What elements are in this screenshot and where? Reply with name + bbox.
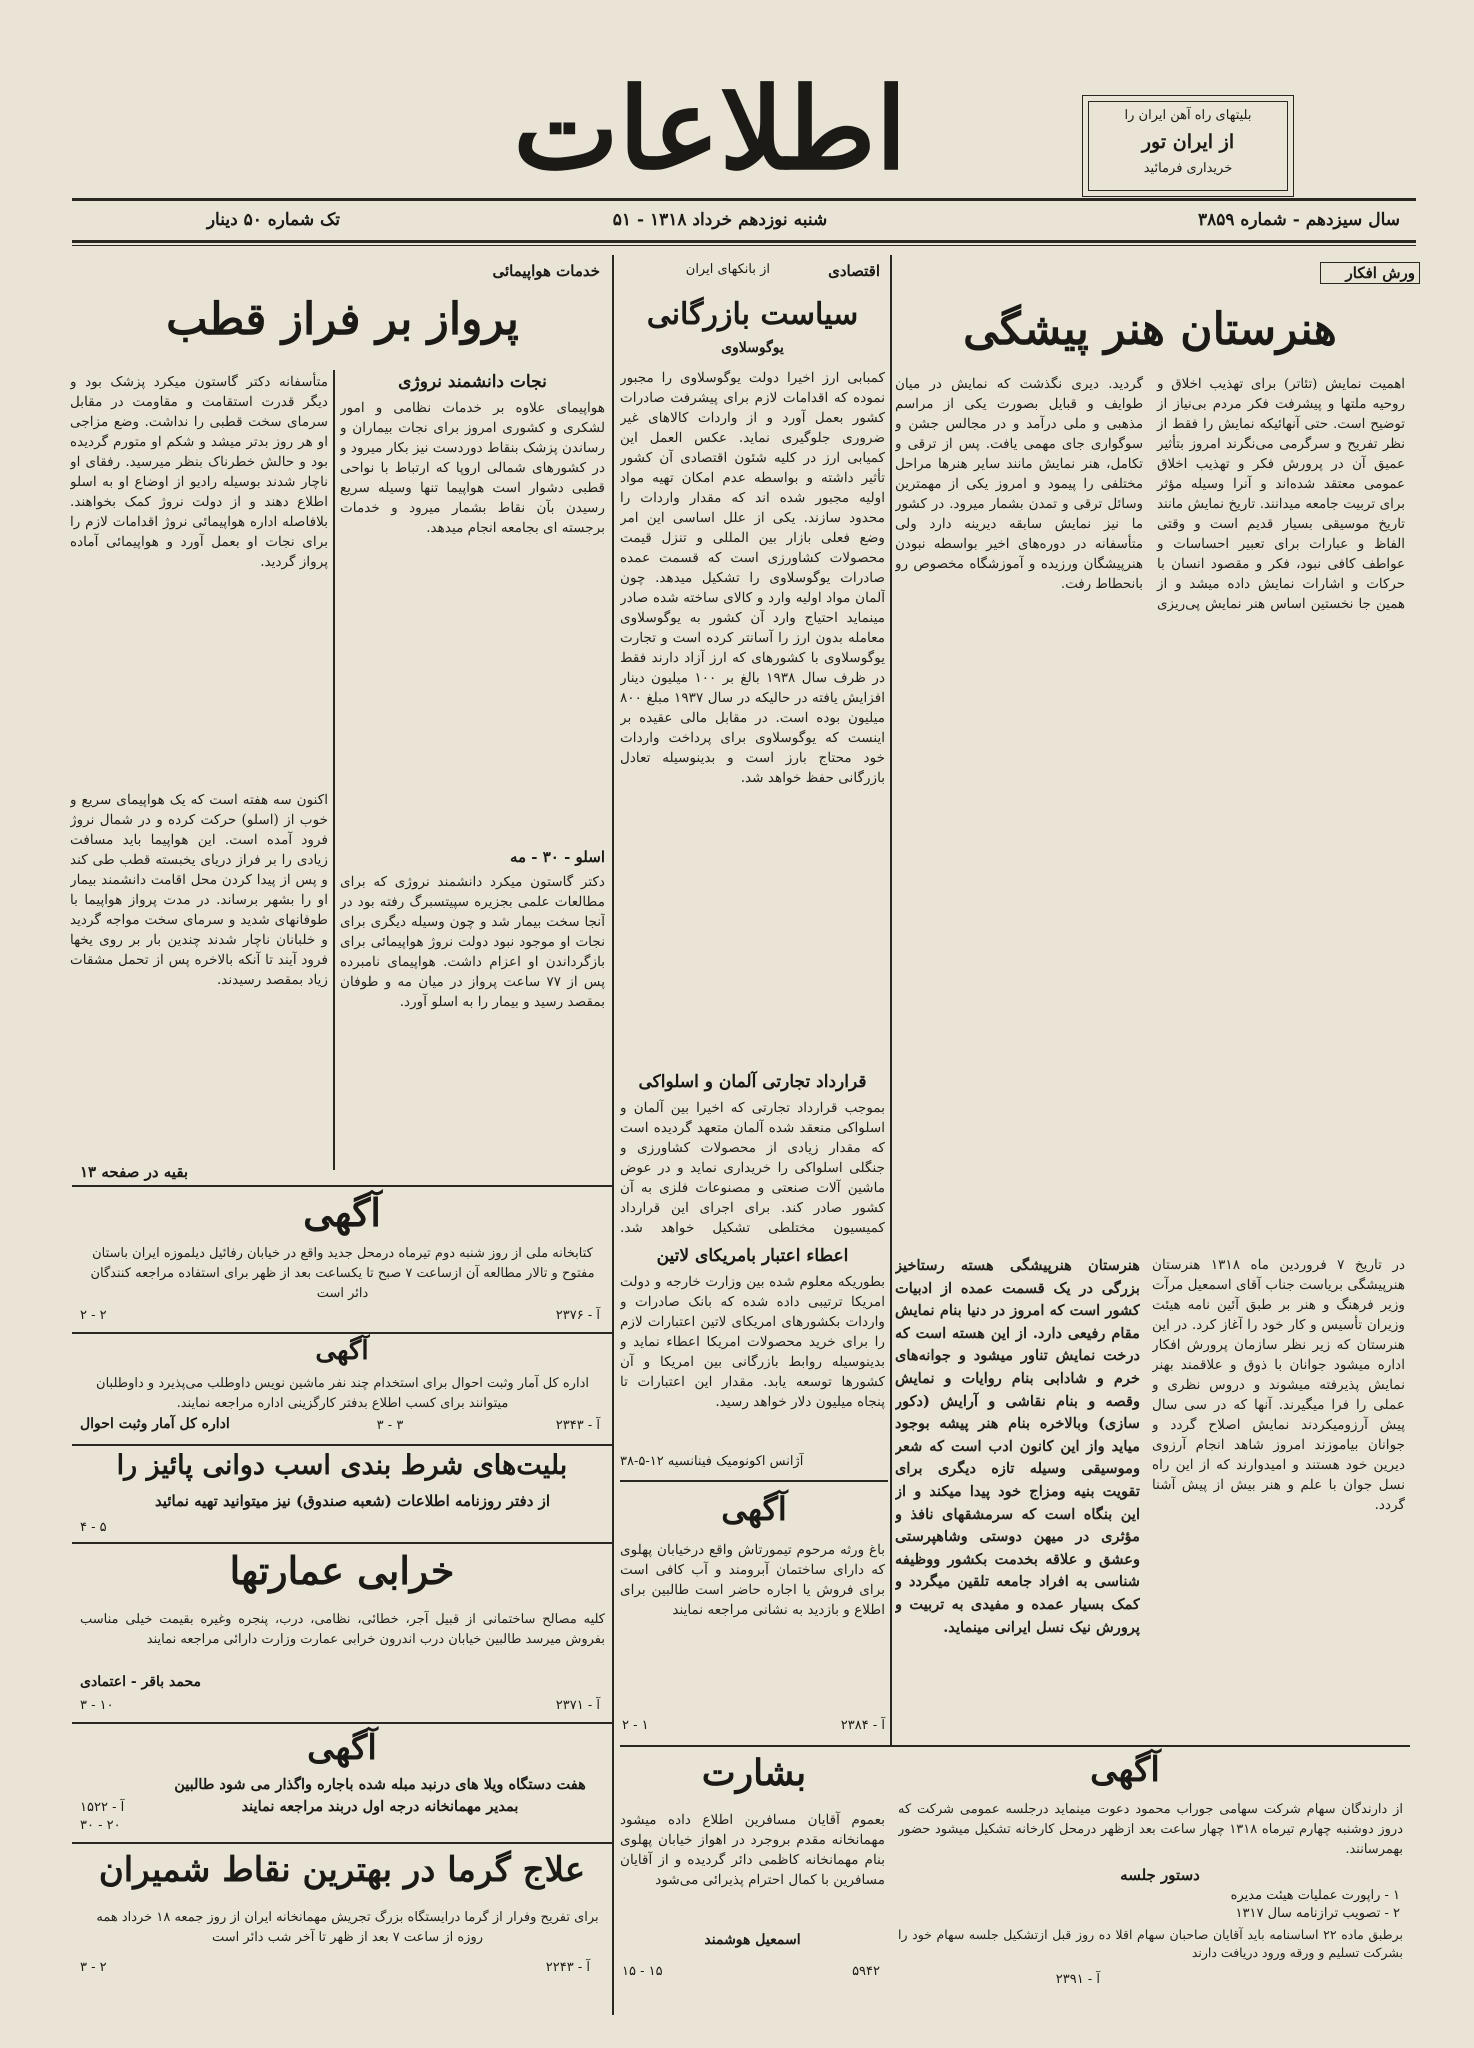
ad7-code: آ - ۲۳۸۴ [840,1718,885,1733]
mid-article-body: کمبابی ارز اخیرا دولت یوگوسلاوی را مجبور نموده که اقدامات لازم برای پیشرفت صادرات کشور بعمل آورد و از واردات کالاهای غیر ضروری جلوگیری نماید. عکس العمل این کمیابی ارز در کلیه شئون اقتصادی آن کشور تأثیر داشته و بواسطه عدم امکان تهیه مواد اولیه مجبور شده اند که مقدار واردات را محدود سازند. یکی از علل اساسی این امر وضع فعلی بازار بین المللی و تنزل قیمت محصولات کشاورزی است که قسمت عمده صادرات یوگوسلاوی را تشکیل میدهد. چون آلمان مواد اولیه وارد و کالای ساخته شده صادر مینماید احتیاج وارد آن کشور به یوگوسلاوی معامله بدون ارز را آسانتر کرده است و تجارت یوگوسلاوی با کشورهای که ارز آزاد دارند فقط در ظرف سال ۱۹۳۸ بالغ بر ۱۰۰ میلیون دینار افزایش یافته در حالیکه در سال ۱۹۳۷ مبلغ ۸۰۰ میلیون بوده است. در مقابل مالی عقیده بر اینست که یوگوسلاوی برای پرداخت واردات خود محتاج بارز است و بدینوسیله تعادل بازرگانی حفظ خواهد شد. [620,370,885,786]
masthead-rule-top [72,198,1416,201]
ad4-signature: محمد باقر - اعتمادی [80,1674,202,1690]
ad9-agenda-item-2: ۲ - تصویب ترازنامه سال ۱۳۱۷ [1235,1906,1400,1921]
ad6-code: آ - ۲۲۴۳ [545,1960,590,1975]
left-dateline: اسلو - ۳۰ - مه [510,848,605,866]
right-article-body-2: در تاریخ ۷ فروردین ماه ۱۳۱۸ هنرستان هنرپیشگی بریاست جناب آقای اسمعیل مرآت وزیر فرهنگ و هنر بر طبق آئین نامه هیئت وزیران تأسیس و کار خود را آغاز کرد. در این هنرستان که زیر نظر سازمان پرورش افکار اداره میشود جوانان با ذوق و علاقمند بهنر نمایش پذیرفته میشوند و دروس نظری و عملی را فرا میگیرند. آنها که در سی سال پیش آرزومیکردند نمایش اصلاح گردد و جوانان بیاموزند امروز شاهد انجام آرزوی دیرین خود هستند و امیدوارند که از این راه نسل جوان با علم و هنر بیش از پیش آشنا گردد. [1152,1257,1405,1513]
ad4-title: خرابی عمارتها [229,1548,455,1593]
ad7-body: باغ ورثه مرحوم تیمورتاش واقع درخیابان پهلوی که دارای ساختمان آبرومند و آب کافی است برای فروش یا اجاره حاضر است طالبین برای اطلاع و بازدید به نشانی مراجعه نمایند [620,1542,885,1618]
ad2-top-rule [72,1332,612,1334]
ad4-num: ۱۰ - ۳ [80,1698,114,1713]
right-headline: هنرستان هنر پیشگی [963,304,1337,355]
mid-sub2-source: آژانس اکونومیک فینانسیه ۱۲-۵-۳۸ [620,1454,804,1469]
left-section-label: خدمات هواپیمائی [492,262,600,280]
mid-sub1-body: بموجب قرارداد تجارتی که اخیرا بین آلمان و اسلواکی منعقد شده آلمان متعهد گردیده است که مقدار زیادی از محصولات کشاورزی و جنگلی اسلواکی را خریداری نماید و در عوض ماشین آلات صنعتی و مصنوعات فلزی به آن کشور صادر کند. برای اجرای این قرارداد کمیسیون مختلطی تشکیل خواهد شد. [620,1100,885,1236]
ad2-signature: اداره کل آمار وثبت احوال [80,1416,230,1432]
ad9-footer: برطبق ماده ۲۲ اساسنامه باید آقایان صاحبان سهام اقلا ده روز قبل ازتشکیل جلسه سهام خود را بشرکت تسلیم و ورقه ورود دریافت دارند [898,1927,1403,1960]
ad7-top-rule [620,1480,888,1482]
ad3-body: از دفتر روزنامه اطلاعات (شعبه صندوق) نیز میتوانید تهیه نمائید [154,1492,551,1510]
left-headline: پرواز بر فراز قطب [166,294,519,345]
ad9-title: آگهی [1090,1750,1160,1790]
ad3-num: ۵ - ۴ [80,1520,107,1535]
ad8-top-rule [620,1745,888,1747]
right-section-label: ورش افکار [1320,262,1420,284]
ads-left-top-rule [72,1185,612,1187]
newspaper-title: اطلاعات [513,64,907,195]
ad9-code: آ - ۲۳۹۱ [1055,1972,1100,1987]
mid-section-label: اقتصادی [828,262,880,280]
right-article-highlight: هنرستان هنرپیشگی هسته رستاخیز بزرگی در یک قسمت عمده از ادبیات کشور است که امروز در دنیا بنام نمایش مقام رفیعی دارد. از این هسته است که درخت نمایش تناور میشود و جوانه‌های خرم و شادابی بنام روایات و نمایش وقصه و بنام نقاشی و آرایش (دکور سازی) وبالاخره بنام هنر پیشه بوجود میاید واز این کانون ادب است که شعر وموسیقی وسیله تازه دیگری برای تقویت بنیه ومزاج خود پیدا میکند و از این بنگاه است که سرمشقهای نافذ و مؤثری در میهن دوستی وشاهپرستی وعشق و علاقه بخدمت بکشور ووظیفه شناسی به افراد جامعه تلقین میگردد و کمک بسیار عمده و مفیدی به تربیت و پرورش نیک نسل ایرانی مینماید. [895,1257,1140,1636]
issue-date: شنبه نوزدهم خرداد ۱۳۱۸ - ۵۱ [612,210,828,230]
ad-box-line2: از ایران تور [1141,131,1235,153]
ad6-top-rule [72,1842,612,1844]
ad8-code: ۵۹۴۲ [852,1964,880,1979]
left-main-body-b: اکنون سه هفته است که یک هواپیمای سریع و خوب از (اسلو) حرکت کرده و در شمال نروژ فرود آمده است. این هواپیما باید مسافت زیادی را بر فراز دریای یخبسته قطب طی کند و پس از پیدا کردن محل اقامت دانشمند بیمار او را بشهر برساند. در مدت پرواز هواپیما با طوفانهای شدید و سرمای سخت مواجه گردید و خلبانان ناچار شدند چندین بار بر روی یخها فرود آیند تا آنکه بالاخره پس از تحمل مشقات زیاد بمقصد رسیدند. [70,792,328,988]
ad6-body: برای تفریح وفرار از گرما درایستگاه بزرگ تجریش مهمانخانه ایران از روز جمعه ۱۸ خرداد همه روزه از ساعت ۷ بعد از ظهر تا آخر شب دائر است [96,1910,599,1945]
left-side-body-2: دکتر گاستون میکرد دانشمند نروژی که برای مطالعات علمی بجزیره سپیتسبرگ رفته بود در آنجا سخت بیمار شد و چون وسیله دیگری برای نجات او موجود نبود دولت نروژ هواپیمائی برای بازگرداندن او اعزام داشت. هواپیمای نامبرده پس از ۷۷ ساعت پرواز در میان مه و طوفان بمقصد رسید و بیمار را به اسلو آورد. [340,874,605,1010]
mid-sub2-title: اعطاء اعتبار بامریکای لاتین [656,1246,849,1266]
ad9-agenda-title: دستور جلسه [1120,1866,1200,1884]
ad8-signature: اسمعیل هوشمند [704,1932,801,1948]
mid-sub1-title: قرارداد تجارتی آلمان و اسلواکی [638,1072,867,1092]
ad3-title: بلیت‌های شرط بندی اسب دوانی پائیز را [116,1450,568,1481]
left-continue-note: بقیه در صفحه ۱۳ [80,1163,189,1181]
ad2-title: آگهی [315,1336,369,1366]
ad5-body: هفت دستگاه ویلا های درنبد مبله شده باجاره واگذار می شود طالبین بمدیر مهمانخانه درجه اول دربند مراجعه نمایند [174,1776,586,1815]
ad4-top-rule [72,1542,612,1544]
issue-year: سال سیزدهم - شماره ۳۸۵۹ [1197,210,1400,230]
ad4-code: آ - ۲۳۷۱ [555,1698,600,1713]
masthead-rule-bottom [72,240,1416,243]
ad1-body: کتابخانه ملی از روز شنبه دوم تیرماه درمحل جدید واقع در خیابان رفائیل دیلموزه ایران باستان مفتوح و تالار مطالعه آن ازساعت ۷ صبح تا یکساعت بعد از ظهر برای استفاده مراجعه کنندگان دائر است [90,1246,595,1301]
ad8-num: ۱۵ - ۱۵ [622,1964,663,1979]
ad6-num: ۲ - ۳ [80,1960,107,1975]
mid-subheadline: یوگوسلاوی [721,340,784,356]
left-side-title: نجات دانشمند نروژی [398,372,547,392]
masthead-rule-bottom-2 [72,245,1416,246]
ad7-title: آگهی [721,1490,787,1528]
mid-subsection-label: از بانکهای ایران [685,262,770,277]
masthead-ad-box-inner [1088,101,1288,191]
ad5-num: ۲۰ - ۳۰ [80,1818,121,1833]
ad5-top-rule [72,1722,612,1724]
ad1-num: ۲ - ۲ [80,1308,107,1323]
ad2-num: ۳ - ۳ [376,1418,404,1433]
ad9-agenda-item-1: ۱ - راپورت عملیات هیئت مدیره [1230,1888,1400,1903]
left-main-body-a: متأسفانه دکتر گاستون میکرد پزشک بود و دیگر قدرت استقامت و مقاومت در مقابل سرمای سخت قطبی را نداشت. وضع مزاجی او هر روز بدتر میشد و شکم او متورم گردیده بود و حالش خطرناک بنظر میرسید. رفقای او ناچار شدند بوسیله رادیو از اوضاع او به اسلو اطلاع دهند و از دولت نروژ کمک بخواهند. بلافاصله اداره هواپیمائی نروژ اقدامات لازم را برای نجات او بعمل آورد و هواپیمائی آماده پرواز گردید. [70,374,328,570]
column-divider-2 [612,255,614,2015]
ad5-title: آگهی [307,1728,377,1768]
mid-sub2-body: بطوریکه معلوم شده بین وزارت خارجه و دولت امریکا ترتیبی داده شده که بانک صادرات و واردات بکشورهای امریکای لاتین اعتبارات لازم را برای خرید محصولات امریکا اعطاء نماید و بدینوسیله روابط بازرگانی بین امریکا و آن کشورها توسعه یابد. مقدار این اعتبارات تا پنجاه میلیون دلار خواهد رسید. [620,1274,885,1410]
ad8-title: بشارت [701,1752,807,1794]
ad2-body: اداره کل آمار وثبت احوال برای استخدام چند نفر ماشین نویس داوطلب می‌پذیرد و داوطلبان میتوانند برای کسب اطلاع بدفتر کارگزینی اداره مراجعه نمایند. [96,1376,589,1411]
ad3-top-rule [72,1444,612,1446]
ad1-code: آ - ۲۳۷۶ [555,1308,600,1323]
ad9-body: از دارندگان سهام شرکت سهامی جوراب محمود دعوت مینماید درجلسه عمومی شرکت که دروز دوشنبه چهارم تیرماه ۱۳۱۸ چهار ساعت بعد ازظهر درمحل کارخانه تشکیل میشود حضور بهمرسانند. [898,1802,1403,1857]
left-side-body: هواپیمای علاوه بر خدمات نظامی و امور لشکری و کشوری امروز برای نجات بیماران و رساندن پزشک بنقاط دوردست نیز بکار میرود و در کشورهای شمالی اروپا که ارتباط با نواحی قطبی دشوار است هواپیما تنها وسیله سریع رسیدن بآن نقاط بشمار میرود و خدمات برجسته ای بجامعه انجام میدهد. [340,400,605,536]
ad7-num: ۱ - ۲ [622,1718,649,1733]
ad5-code: آ - ۱۵۲۲ [80,1800,125,1815]
column-divider-3 [333,370,335,1170]
ad2-code: آ - ۲۳۴۳ [555,1418,600,1433]
ad4-body: کلیه مصالح ساختمانی از قبیل آجر، خطائی، نظامی، درب، پنجره وغیره بقیمت خیلی مناسب بفروش میرسد طالبین خیابان درب اندرون خرابی عمارت وزارت دارائی مراجعه نمایند [80,1612,605,1647]
ad-box-line3: خریداری فرمائید [1143,161,1233,176]
ad6-title: علاج گرما در بهترین نقاط شمیران [98,1850,586,1890]
ad8-body: بعموم آقایان مسافرین اطلاع داده میشود مهمانخانه مقدم بروجرد در اهواز خیابان پهلوی بنام مهمانخانه کاظمی دائر گردیده و از آقایان مسافرین با کمال احترام پذیرائی می‌شود [620,1812,885,1888]
issue-price: تک شماره ۵۰ دینار [206,210,340,230]
column-divider-1 [890,255,892,1745]
mid-headline: سیاست بازرگانی [646,297,859,332]
ad1-title: آگهی [303,1190,381,1235]
ad-box-line1: بلیتهای راه آهن ایران را [1124,108,1252,123]
right-article-body: اهمیت نمایش (تئاتر) برای تهذیب اخلاق و روحیه ملتها و پیشرفت فکر مردم بی‌نیاز از توضیح است. حتی آنهائیکه نمایش را فقط از نظر تفریح و سرگرمی می‌نگرند امروز بتأثیر عمیق آن در پرورش فکر و تهذیب اخلاق عمومی معتقد شده‌اند و آنرا وسیله مؤثر برای تربیت جامعه میدانند. تاریخ نمایش مانند تاریخ موسیقی بسیار قدیم است و وقتی الفاظ و عبارات برای تعبیر احساسات و عواطف کافی نبود، فکر و مقصود انسان با حرکات و اشارات نمایش داده میشد و از همین جا نخستین اساس هنر نمایش پی‌ریزی گردید. دیری نگذشت که نمایش در میان طوایف و قبایل بصورت یکی از مراسم مذهبی و ملی درآمد و در مجالس جشن و سوگواری جای مهمی یافت. پس از ترقی و تکامل، هنر نمایش مانند سایر هنرها مراحل مختلفی را پیمود و امروز یکی از مهمترین وسائل ترقی و تمدن بشمار میرود. در کشور ما نیز نمایش سابقه دیرینه دارد ولی متأسفانه در دوره‌های اخیر بواسطه نبودن هنرپیشگان ورزیده و آموزشگاه مخصوص رو بانحطاط رفت. [895,377,1405,612]
